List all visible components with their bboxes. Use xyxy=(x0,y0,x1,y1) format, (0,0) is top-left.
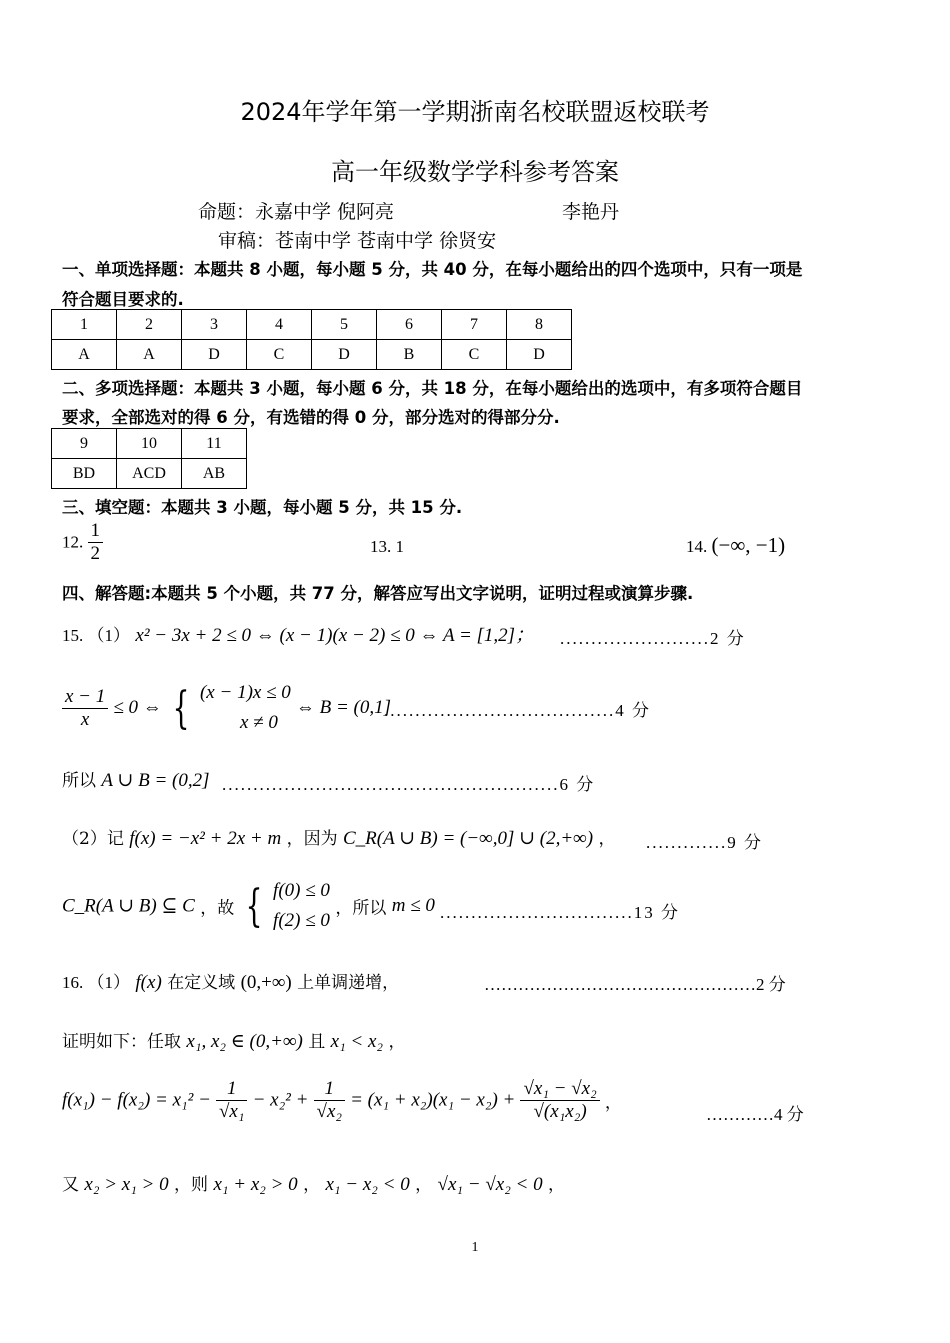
answer-cell: A xyxy=(117,340,182,370)
section2-heading-cont: 要求，全部选对的得 6 分，有选错的得 0 分，部分选对的得部分分. xyxy=(62,408,560,427)
math-text: x₁ < x₂ xyxy=(330,1031,384,1052)
section2-answer-table xyxy=(51,428,247,489)
math-text: f(x₁) − f(x₂) = x₁² − xyxy=(62,1089,211,1111)
section2-heading: 二、多项选择题：本题共 3 小题，每小题 6 分，共 18 分，在每小题给出的选项中，有多项符合题目 xyxy=(62,379,803,398)
question-number: 8 xyxy=(507,310,572,340)
text: ， xyxy=(415,1175,433,1195)
fraction-denominator: √(x₁x₂) xyxy=(533,1101,587,1122)
q15-line-2 xyxy=(62,678,391,738)
math-text: ≤ 0 ⇔ xyxy=(113,697,162,718)
answer-cell: ACD xyxy=(117,459,182,489)
q15-condition-system xyxy=(273,876,330,936)
math-text: m ≤ 0 xyxy=(391,895,435,916)
fraction xyxy=(314,1078,345,1123)
answer-cell: A xyxy=(52,340,117,370)
math-text: f(x) = −x² + 2x + m xyxy=(129,828,282,849)
question-number: 10 xyxy=(117,429,182,459)
answer-cell: C xyxy=(247,340,312,370)
system-row: (x − 1)x ≤ 0 xyxy=(199,682,291,703)
score-leader: ......................................................6 分 xyxy=(222,775,596,794)
math-text: √x₁ − √x₂ < 0 xyxy=(437,1174,543,1195)
math-text: − x₂² + xyxy=(252,1089,309,1111)
fraction-numerator: √x₁ − √x₂ xyxy=(520,1078,599,1101)
answer-cell: C xyxy=(442,340,507,370)
system-row: f(0) ≤ 0 xyxy=(273,880,330,901)
q12-denominator: 2 xyxy=(90,543,100,564)
q16-line-4 xyxy=(62,1170,565,1196)
answer-13: 13. 1 xyxy=(370,537,404,556)
section4-heading: 四、解答题:本题共 5 个小题，共 77 分，解答应写出文字说明，证明过程或演算步骤. xyxy=(62,584,694,603)
score-label: 9 分 xyxy=(727,833,763,852)
text: （2）记 xyxy=(62,829,124,849)
table-row xyxy=(52,429,247,459)
score-leader: .............9 分 xyxy=(646,833,763,852)
q12-label: 12. xyxy=(62,532,84,552)
text: ，故 xyxy=(200,898,235,919)
left-brace-icon: { xyxy=(245,880,263,932)
fraction-numerator: 1 xyxy=(314,1078,345,1101)
text: ，则 xyxy=(174,1175,209,1195)
answer-14 xyxy=(686,533,785,558)
math-text: x₁ + x₂ > 0 xyxy=(213,1174,298,1195)
text: ， xyxy=(548,1175,566,1195)
q15-system xyxy=(200,678,291,738)
score-leader: …………………………………………2 分 xyxy=(484,975,786,994)
table-row xyxy=(52,459,247,489)
score-leader: .....................................4 分 xyxy=(384,701,651,720)
section1-heading-cont: 符合题目要求的. xyxy=(62,290,184,309)
q15-line-3 xyxy=(62,766,210,792)
question-number: 1 xyxy=(52,310,117,340)
system-row: f(2) ≤ 0 xyxy=(273,910,330,931)
document-title: 2024年学年第一学期浙南名校联盟返校联考 xyxy=(240,98,710,126)
system-row: x ≠ 0 xyxy=(239,712,278,733)
math-text: (0,+∞) xyxy=(240,972,292,993)
table-row xyxy=(52,340,572,370)
document-subtitle: 高一年级数学学科参考答案 xyxy=(331,158,619,186)
score-label: 4 分 xyxy=(615,701,651,720)
score-label: 13 分 xyxy=(633,903,680,922)
q15-line-4 xyxy=(62,824,615,850)
math-text: C_R(A ∪ B) ⊆ C xyxy=(62,895,195,917)
math-text: x₁, x₂ ∈ (0,+∞) xyxy=(186,1031,303,1052)
question-number: 9 xyxy=(52,429,117,459)
fraction xyxy=(520,1078,599,1123)
score-label: 2 分 xyxy=(710,629,746,648)
answer-cell: B xyxy=(377,340,442,370)
fraction xyxy=(216,1078,247,1123)
score-label: 4 分 xyxy=(774,1105,804,1124)
q16-label: 16. （1） xyxy=(62,973,130,992)
text: ，所以 xyxy=(335,898,387,919)
score-leader: …………4 分 xyxy=(706,1105,804,1124)
score-leader: ........................2 分 xyxy=(560,629,746,648)
answer-cell: AB xyxy=(182,459,247,489)
table-row xyxy=(52,310,572,340)
q15-inequality: x² − 3x + 2 ≤ 0 ⇔ (x − 1)(x − 2) ≤ 0 ⇔ A = [1,2]； xyxy=(135,625,535,646)
q15-line-5 xyxy=(62,876,435,936)
fraction-denominator: x xyxy=(80,708,90,730)
answer-12 xyxy=(62,520,103,565)
text: 在定义域 xyxy=(167,973,236,993)
math-text: ⇔ B = (0,1] xyxy=(295,697,392,718)
fraction-denominator: √x₁ xyxy=(219,1101,245,1122)
text: ， xyxy=(604,1093,622,1113)
fraction-numerator: x − 1 xyxy=(62,686,108,709)
q15-label: 15. （1） xyxy=(62,626,130,645)
section1-answer-table xyxy=(51,309,572,370)
text: 上单调递增， xyxy=(297,973,400,993)
q16-line-1 xyxy=(62,968,399,994)
answer-cell: BD xyxy=(52,459,117,489)
answer-cell: D xyxy=(507,340,572,370)
math-text: f(x) xyxy=(135,972,162,993)
fraction-denominator: √x₂ xyxy=(316,1101,343,1122)
q16-line-3 xyxy=(62,1078,622,1123)
score-label: 6 分 xyxy=(559,775,596,794)
question-number: 4 xyxy=(247,310,312,340)
question-number: 11 xyxy=(182,429,247,459)
question-number: 3 xyxy=(182,310,247,340)
reviewer-line: 审稿：苍南中学 苍南中学 徐贤安 xyxy=(218,230,497,252)
q12-numerator: 1 xyxy=(88,520,104,543)
math-text: = (x₁ + x₂)(x₁ − x₂) + xyxy=(350,1089,516,1111)
math-text: x₂ > x₁ > 0 xyxy=(84,1174,169,1195)
text: 证明如下：任取 xyxy=(62,1032,181,1052)
question-number: 7 xyxy=(442,310,507,340)
text: ， xyxy=(598,829,616,849)
q14-interval: (−∞, −1) xyxy=(711,533,786,557)
math-text: C_R(A ∪ B) = (−∞,0] ∪ (2,+∞) xyxy=(342,828,594,849)
question-number: 6 xyxy=(377,310,442,340)
math-text: x₁ − x₂ < 0 xyxy=(325,1174,410,1195)
text: 所以 xyxy=(62,771,96,791)
text: ， xyxy=(388,1032,406,1052)
q14-label: 14. xyxy=(686,537,708,556)
math-text: A ∪ B = (0,2] xyxy=(101,770,210,791)
author-line-1: 命题：永嘉中学 倪阿亮 xyxy=(198,201,395,223)
q12-fraction xyxy=(88,520,104,565)
text: 且 xyxy=(308,1032,326,1052)
q16-line-2 xyxy=(62,1027,405,1053)
left-brace-icon: { xyxy=(172,682,190,734)
q15-line-1 xyxy=(62,620,534,647)
text: ，因为 xyxy=(286,829,338,849)
question-number: 5 xyxy=(312,310,377,340)
answer-cell: D xyxy=(182,340,247,370)
answer-cell: D xyxy=(312,340,377,370)
fraction-numerator: 1 xyxy=(216,1078,247,1101)
score-label: 2 分 xyxy=(756,975,786,994)
question-number: 2 xyxy=(117,310,182,340)
text: 又 xyxy=(62,1175,79,1195)
section3-heading: 三、填空题：本题共 3 小题，每小题 5 分，共 15 分. xyxy=(62,498,463,517)
score-leader: ...............................13 分 xyxy=(440,903,680,922)
q15-fraction xyxy=(62,686,108,731)
section1-heading: 一、单项选择题：本题共 8 小题，每小题 5 分，共 40 分，在每小题给出的四个选项中，只有一项是 xyxy=(62,260,803,279)
text: ， xyxy=(303,1175,321,1195)
author-name-2: 李艳丹 xyxy=(562,201,620,223)
page-number: 1 xyxy=(471,1240,479,1255)
